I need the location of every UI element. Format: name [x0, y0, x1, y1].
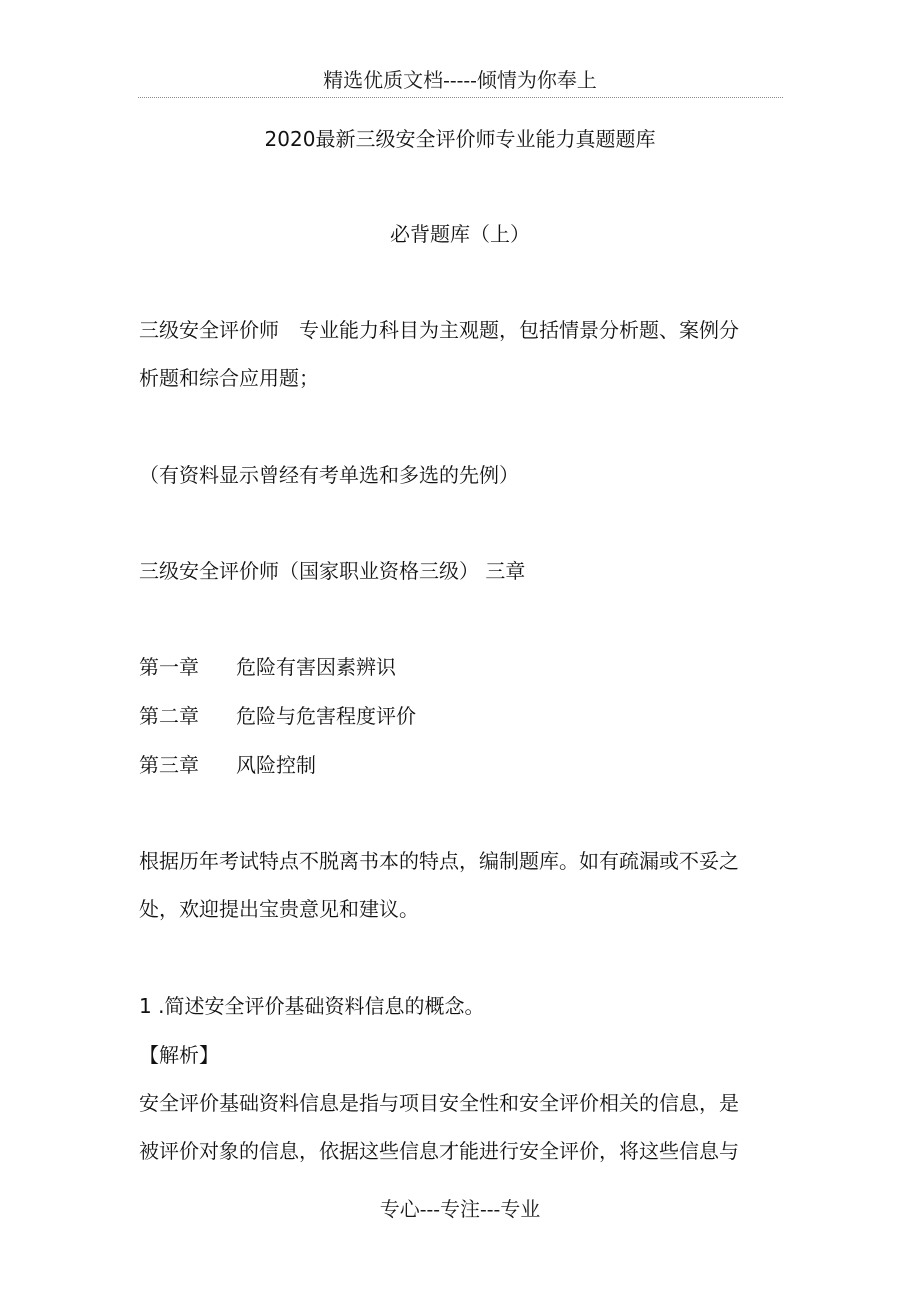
chapter-number: 第二章 — [139, 704, 199, 728]
note-paragraph: （有资料显示曾经有考单选和多选的先例） — [139, 463, 519, 487]
chapter-number: 第一章 — [139, 655, 199, 679]
question-1: 1 .简述安全评价基础资料信息的概念。 — [139, 994, 485, 1018]
chapter-item-1 — [139, 652, 396, 682]
statement-paragraph — [139, 846, 785, 942]
chapters-heading: 三级安全评价师（国家职业资格三级） 三章 — [139, 559, 526, 583]
answer-paragraph — [139, 1088, 785, 1184]
chapter-name: 风险控制 — [236, 753, 316, 777]
chapter-number: 第三章 — [139, 753, 199, 777]
header-divider — [138, 97, 783, 98]
intro-line-2: 析题和综合应用题； — [139, 366, 319, 390]
document-subtitle: 必背题库（上） — [390, 222, 530, 246]
chapter-name: 危险与危害程度评价 — [236, 704, 416, 728]
document-title: 2020最新三级安全评价师专业能力真题题库 — [264, 127, 656, 151]
answer-line-2: 被评价对象的信息，依据这些信息才能进行安全评价，将这些信息与 — [139, 1139, 739, 1163]
statement-line-2: 处，欢迎提出宝贵意见和建议。 — [139, 897, 419, 921]
answer-line-1: 安全评价基础资料信息是指与项目安全性和安全评价相关的信息，是 — [139, 1091, 739, 1115]
chapter-item-3 — [139, 750, 316, 780]
analysis-label: 【解析】 — [139, 1043, 219, 1067]
page-footer: 专心---专注---专业 — [379, 1197, 541, 1221]
chapter-name: 危险有害因素辨识 — [236, 655, 396, 679]
intro-paragraph — [139, 315, 785, 411]
chapter-item-2 — [139, 701, 416, 731]
intro-line-1: 三级安全评价师 专业能力科目为主观题，包括情景分析题、案例分 — [139, 318, 739, 342]
page-header: 精选优质文档-----倾情为你奉上 — [323, 68, 597, 92]
statement-line-1: 根据历年考试特点不脱离书本的特点，编制题库。如有疏漏或不妥之 — [139, 849, 739, 873]
